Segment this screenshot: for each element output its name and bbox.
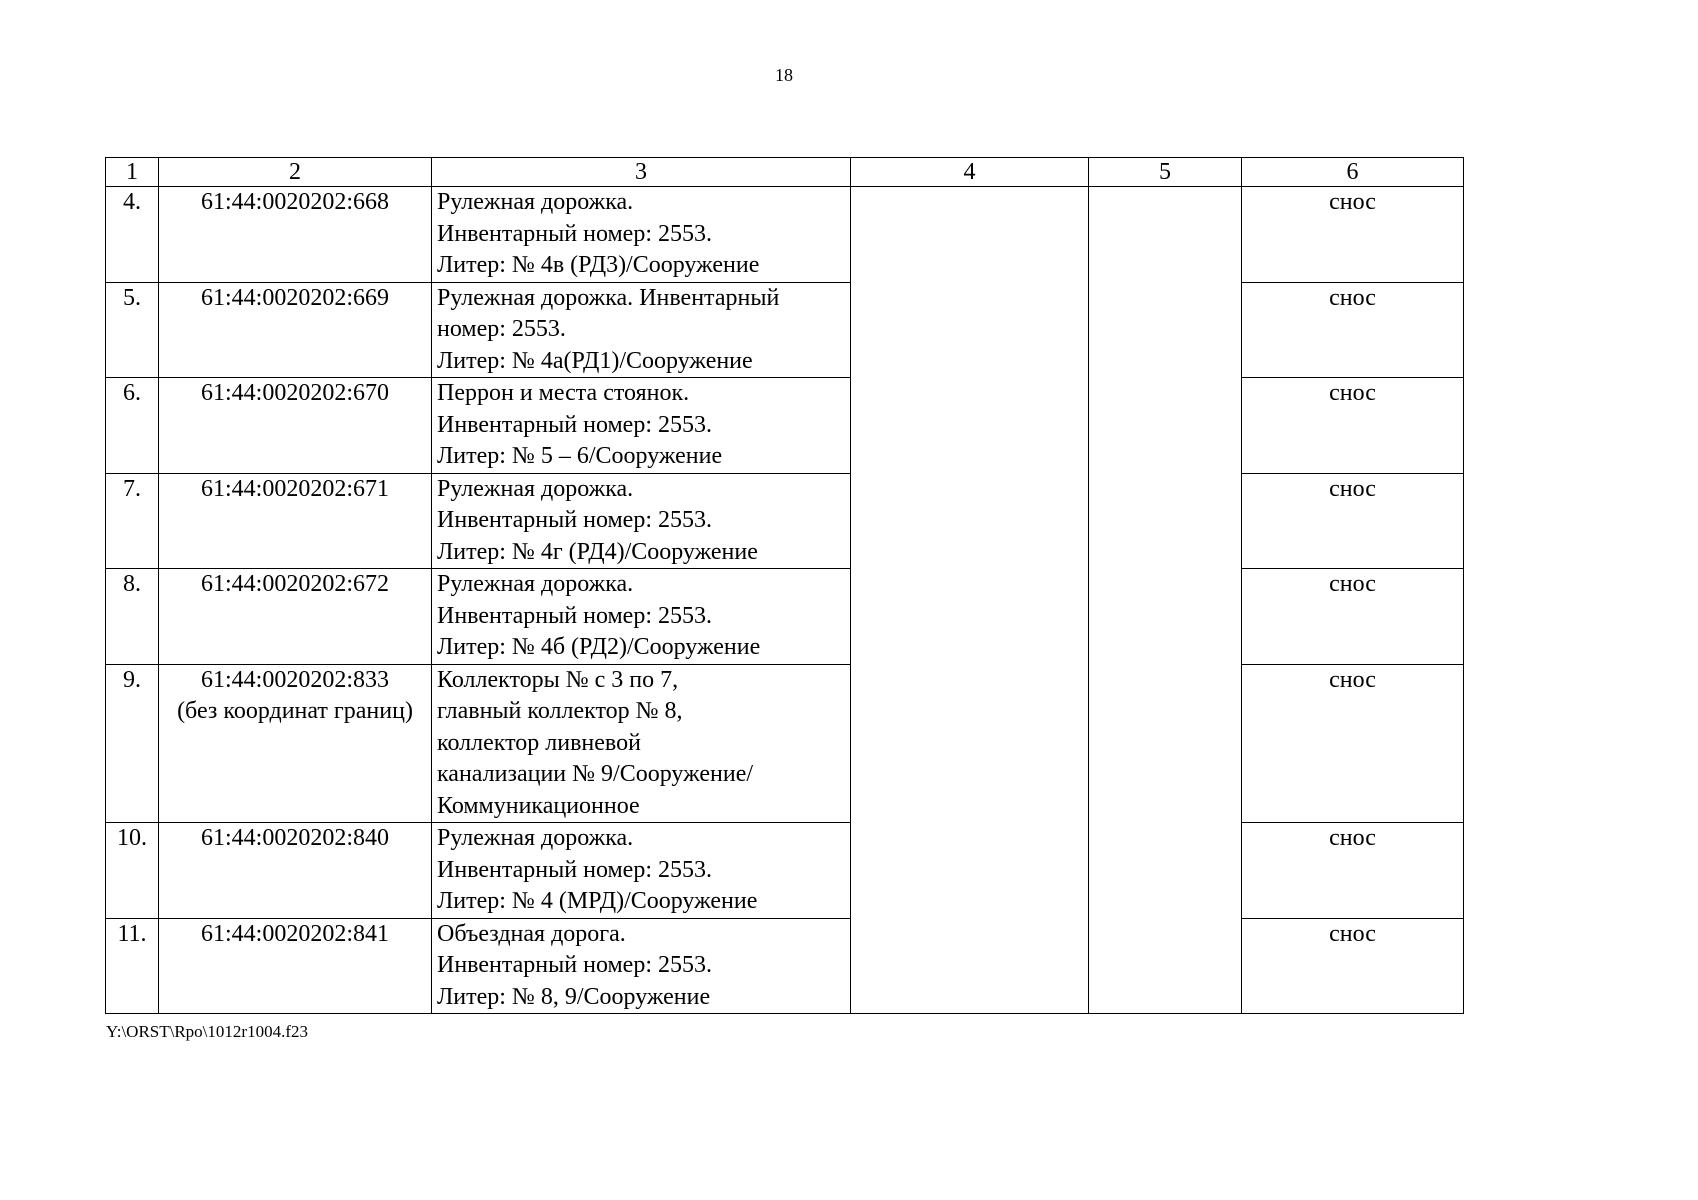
table-row [106, 378, 1464, 474]
table-row [106, 664, 1464, 823]
column-5-merged-cell [1089, 187, 1242, 1014]
row-number-cell: 8. [106, 569, 159, 665]
object-description-cell: Рулежная дорожка. Инвентарный номер: 2553. Литер: № 4а(РД1)/Сооружение [432, 282, 851, 378]
table-row [106, 823, 1464, 919]
row-number-cell: 10. [106, 823, 159, 919]
object-description-cell: Рулежная дорожка. Инвентарный номер: 2553. Литер: № 4б (РД2)/Сооружение [432, 569, 851, 665]
action-cell: снос [1242, 823, 1464, 919]
column-header: 6 [1242, 158, 1464, 187]
action-cell: снос [1242, 187, 1464, 283]
cadastral-number-cell: 61:44:0020202:670 [159, 378, 432, 474]
object-description-cell: Коллекторы № с 3 по 7, главный коллектор № 8, коллектор ливневой канализации № 9/Сооружение/ Коммуникационное [432, 664, 851, 823]
row-number-cell: 7. [106, 473, 159, 569]
object-description-cell: Рулежная дорожка. Инвентарный номер: 2553. Литер: № 4в (РД3)/Сооружение [432, 187, 851, 283]
cadastral-number-cell: 61:44:0020202:669 [159, 282, 432, 378]
action-cell: снос [1242, 569, 1464, 665]
cadastral-number-cell: 61:44:0020202:841 [159, 918, 432, 1014]
action-cell: снос [1242, 378, 1464, 474]
column-header: 2 [159, 158, 432, 187]
action-cell: снос [1242, 664, 1464, 823]
object-description-cell: Рулежная дорожка. Инвентарный номер: 2553. Литер: № 4г (РД4)/Сооружение [432, 473, 851, 569]
cadastral-number-cell: 61:44:0020202:671 [159, 473, 432, 569]
column-header: 3 [432, 158, 851, 187]
action-cell: снос [1242, 473, 1464, 569]
action-cell: снос [1242, 918, 1464, 1014]
cadastral-number-cell: 61:44:0020202:833 (без координат границ) [159, 664, 432, 823]
cadastral-number-cell: 61:44:0020202:668 [159, 187, 432, 283]
cadastral-number-cell: 61:44:0020202:672 [159, 569, 432, 665]
table-row [106, 569, 1464, 665]
objects-table [105, 157, 1464, 1014]
column-4-merged-cell [851, 187, 1089, 1014]
row-number-cell: 4. [106, 187, 159, 283]
row-number-cell: 5. [106, 282, 159, 378]
footer-file-path: Y:\ORST\Rpo\1012r1004.f23 [106, 1022, 308, 1041]
page-number: 18 [775, 65, 793, 85]
column-header: 1 [106, 158, 159, 187]
table-row [106, 282, 1464, 378]
table-row [106, 918, 1464, 1014]
object-description-cell: Перрон и места стоянок. Инвентарный номер: 2553. Литер: № 5 – 6/Сооружение [432, 378, 851, 474]
object-description-cell: Объездная дорога. Инвентарный номер: 2553. Литер: № 8, 9/Сооружение [432, 918, 851, 1014]
column-header: 5 [1089, 158, 1242, 187]
table-row [106, 473, 1464, 569]
column-header: 4 [851, 158, 1089, 187]
row-number-cell: 6. [106, 378, 159, 474]
table-header-row [106, 158, 1464, 187]
action-cell: снос [1242, 282, 1464, 378]
row-number-cell: 9. [106, 664, 159, 823]
row-number-cell: 11. [106, 918, 159, 1014]
object-description-cell: Рулежная дорожка. Инвентарный номер: 2553. Литер: № 4 (МРД)/Сооружение [432, 823, 851, 919]
table-row [106, 187, 1464, 283]
cadastral-number-cell: 61:44:0020202:840 [159, 823, 432, 919]
